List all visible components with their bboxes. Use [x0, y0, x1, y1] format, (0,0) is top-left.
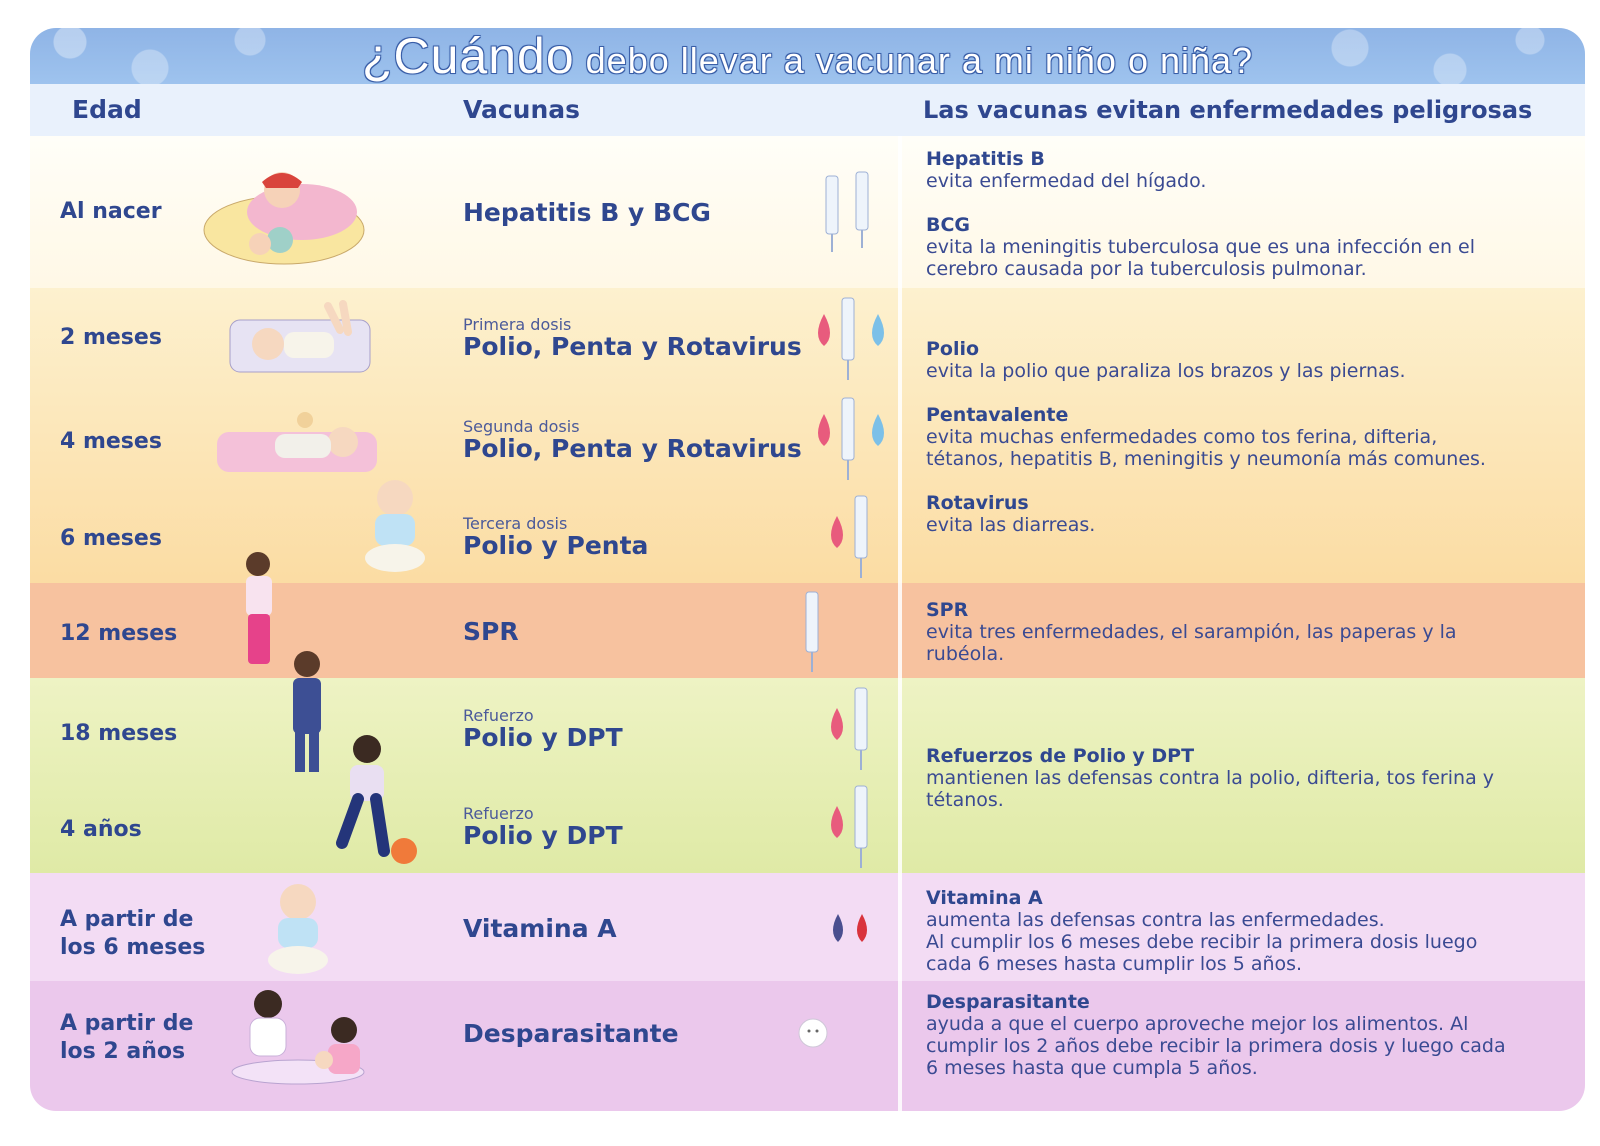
desc-despa-text1: ayuda a que el cuerpo aproveche mejor los alimentos. Al: [926, 1013, 1469, 1035]
dose-4m: Segunda dosis: [463, 417, 580, 436]
vaccine-from-2y: Desparasitante: [463, 1019, 679, 1048]
desc-penta-text2: tétanos, hepatitis B, meningitis y neumonía más comunes.: [926, 448, 1486, 470]
drops-syringe-icon: [810, 396, 900, 484]
child-running-illustration: [322, 733, 427, 873]
desc-vita-name: Vitamina A: [926, 887, 1043, 909]
vitamin-drops-icon: [828, 912, 878, 948]
vaccine-12m: SPR: [463, 617, 519, 646]
page-title: ¿Cuándo debo llevar a vacunar a mi niño o niña?: [361, 28, 1254, 84]
age-4y: 4 años: [60, 817, 142, 842]
dose-4y: Refuerzo: [463, 804, 534, 823]
desc-rota: [926, 492, 1566, 536]
age-2m: 2 meses: [60, 325, 162, 350]
desc-polio-text: evita la polio que paraliza los brazos y las piernas.: [926, 360, 1406, 382]
age-from-2y: A partir de los 2 años: [60, 1011, 194, 1064]
drops-syringe-icon: [810, 296, 900, 384]
age-18m: 18 meses: [60, 721, 178, 746]
baby-vitamin-illustration: [260, 878, 340, 978]
baby-lying-illustration-2: [215, 408, 385, 478]
age-6m: 6 meses: [60, 526, 162, 551]
header-age: Edad: [72, 95, 142, 124]
desc-spr-text2: rubéola.: [926, 643, 1005, 665]
vaccine-birth: Hepatitis B y BCG: [463, 198, 711, 227]
syringe-icon: [820, 166, 890, 256]
baby-lying-illustration-1: [228, 300, 378, 380]
dose-18m: Refuerzo: [463, 706, 534, 725]
desc-bcg-text2: cerebro causada por la tuberculosis pulmonar.: [926, 258, 1367, 280]
vaccine-4y: Polio y DPT: [463, 821, 623, 850]
vaccination-chart: [30, 28, 1585, 1111]
desc-despa-text2: cumplir los 2 años debe recibir la primera dosis y luego cada: [926, 1035, 1506, 1057]
desc-hepb-text: evita enfermedad del hígado.: [926, 170, 1207, 192]
title-banner: [30, 28, 1585, 84]
age-12m: 12 meses: [60, 621, 178, 646]
desc-hepb-name: Hepatitis B: [926, 148, 1045, 170]
pill-icon: [796, 1016, 830, 1050]
header-vaccines: Vacunas: [463, 95, 581, 124]
desc-deworm: [926, 991, 1566, 1079]
drop-syringe-icon: [825, 784, 885, 872]
dose-2m: Primera dosis: [463, 315, 572, 334]
baby-sitting-illustration: [355, 476, 435, 578]
desc-rota-name: Rotavirus: [926, 492, 1029, 514]
header-row: [30, 84, 1585, 136]
desc-refuerzos: [926, 745, 1566, 811]
desc-birth: [926, 148, 1566, 280]
desc-spr-text1: evita tres enfermedades, el sarampión, las paperas y la: [926, 621, 1457, 643]
drop-syringe-icon: [825, 494, 885, 582]
desc-bcg-text1: evita la meningitis tuberculosa que es una infección en el: [926, 236, 1476, 258]
age-birth: Al nacer: [60, 199, 162, 224]
desc-penta: [926, 404, 1566, 470]
mother-baby-illustration: [202, 168, 367, 268]
desc-polio-name: Polio: [926, 338, 980, 360]
desc-spr: [926, 599, 1566, 665]
desc-vitamin: [926, 887, 1566, 975]
desc-vita-text1: aumenta las defensas contra las enfermedades.: [926, 909, 1385, 931]
syringe-icon: [798, 588, 828, 676]
desc-vita-text3: cada 6 meses hasta cumplir los 5 años.: [926, 953, 1303, 975]
desc-despa-text3: 6 meses hasta que cumpla 5 años.: [926, 1057, 1258, 1079]
desc-despa-name: Desparasitante: [926, 991, 1090, 1013]
desc-polio: [926, 338, 1566, 382]
age-from-6m: A partir de los 6 meses: [60, 907, 206, 960]
desc-refuerzos-text2: tétanos.: [926, 789, 1004, 811]
dose-6m: Tercera dosis: [463, 514, 568, 533]
header-diseases: Las vacunas evitan enfermedades peligrosas: [923, 96, 1533, 124]
desc-refuerzos-name: Refuerzos de Polio y DPT: [926, 745, 1195, 767]
vaccine-18m: Polio y DPT: [463, 723, 623, 752]
toddler-standing-illustration: [238, 550, 288, 670]
desc-penta-text1: evita muchas enfermedades como tos ferina, difteria,: [926, 426, 1438, 448]
desc-bcg-name: BCG: [926, 214, 971, 236]
desc-penta-name: Pentavalente: [926, 404, 1069, 426]
age-4m: 4 meses: [60, 429, 162, 454]
desc-spr-name: SPR: [926, 599, 969, 621]
vaccine-6m: Polio y Penta: [463, 531, 649, 560]
desc-vita-text2: Al cumplir los 6 meses debe recibir la primera dosis luego: [926, 931, 1478, 953]
drop-syringe-icon: [825, 686, 885, 774]
desc-refuerzos-text1: mantienen las defensas contra la polio, difteria, tos ferina y: [926, 767, 1494, 789]
column-divider: [898, 136, 902, 1111]
desc-rota-text: evita las diarreas.: [926, 514, 1096, 536]
vaccine-4m: Polio, Penta y Rotavirus: [463, 434, 802, 463]
vaccine-2m: Polio, Penta y Rotavirus: [463, 332, 802, 361]
mother-feeding-illustration: [228, 986, 368, 1086]
vaccine-from-6m: Vitamina A: [463, 914, 617, 943]
